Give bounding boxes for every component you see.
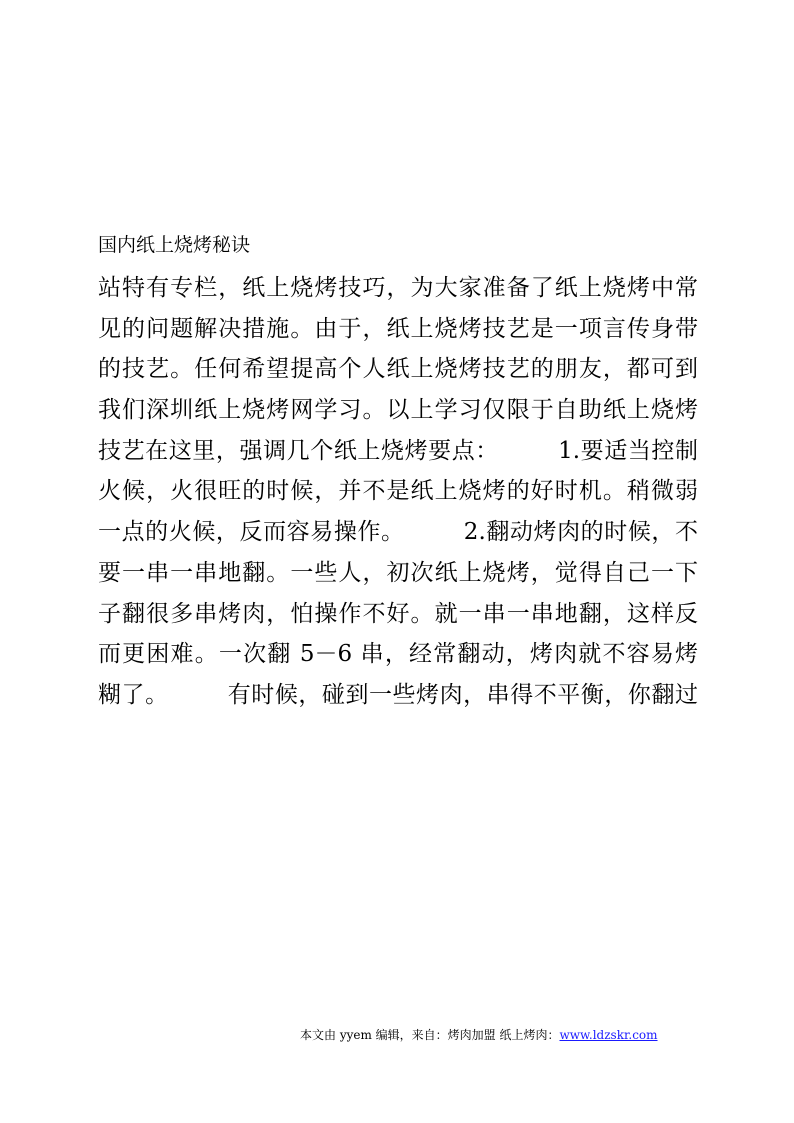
document-body [98,273,698,721]
footer-website-link[interactable]: www.ldzskr.com [559,1028,658,1042]
body-line: 糊了。 有时候，碰到一些烤肉，串得不平衡，你翻过 [98,681,698,708]
body-line: 的技艺。任何希望提高个人纸上烧烤技艺的朋友，都可到 [98,356,698,383]
body-line: 技艺在这里，强调几个纸上烧烤要点： 1.要适当控制 [98,437,698,464]
page-footer [300,1026,658,1044]
body-line: 而更困难。一次翻 5－6 串，经常翻动，烤肉就不容易烤 [98,641,698,668]
body-line: 子翻很多串烤肉，怕操作不好。就一串一串地翻，这样反 [98,600,698,627]
body-line: 我们深圳纸上烧烤网学习。以上学习仅限于自助纸上烧烤 [98,397,698,424]
document-title: 国内纸上烧烤秘诀 [98,234,251,256]
body-line: 见的问题解决措施。由于，纸上烧烤技艺是一项言传身带 [98,315,698,342]
body-line: 一点的火候，反而容易操作。 2.翻动烤肉的时候，不 [98,519,698,546]
footer-source-text: 本文由 yyem 编辑，来自：烤肉加盟 纸上烤肉： [300,1028,560,1042]
body-line: 要一串一串地翻。一些人，初次纸上烧烤，觉得自己一下 [98,559,698,586]
body-line: 站特有专栏，纸上烧烤技巧，为大家准备了纸上烧烤中常 [98,275,698,301]
body-line: 火候，火很旺的时候，并不是纸上烧烤的好时机。稍微弱 [98,478,698,505]
